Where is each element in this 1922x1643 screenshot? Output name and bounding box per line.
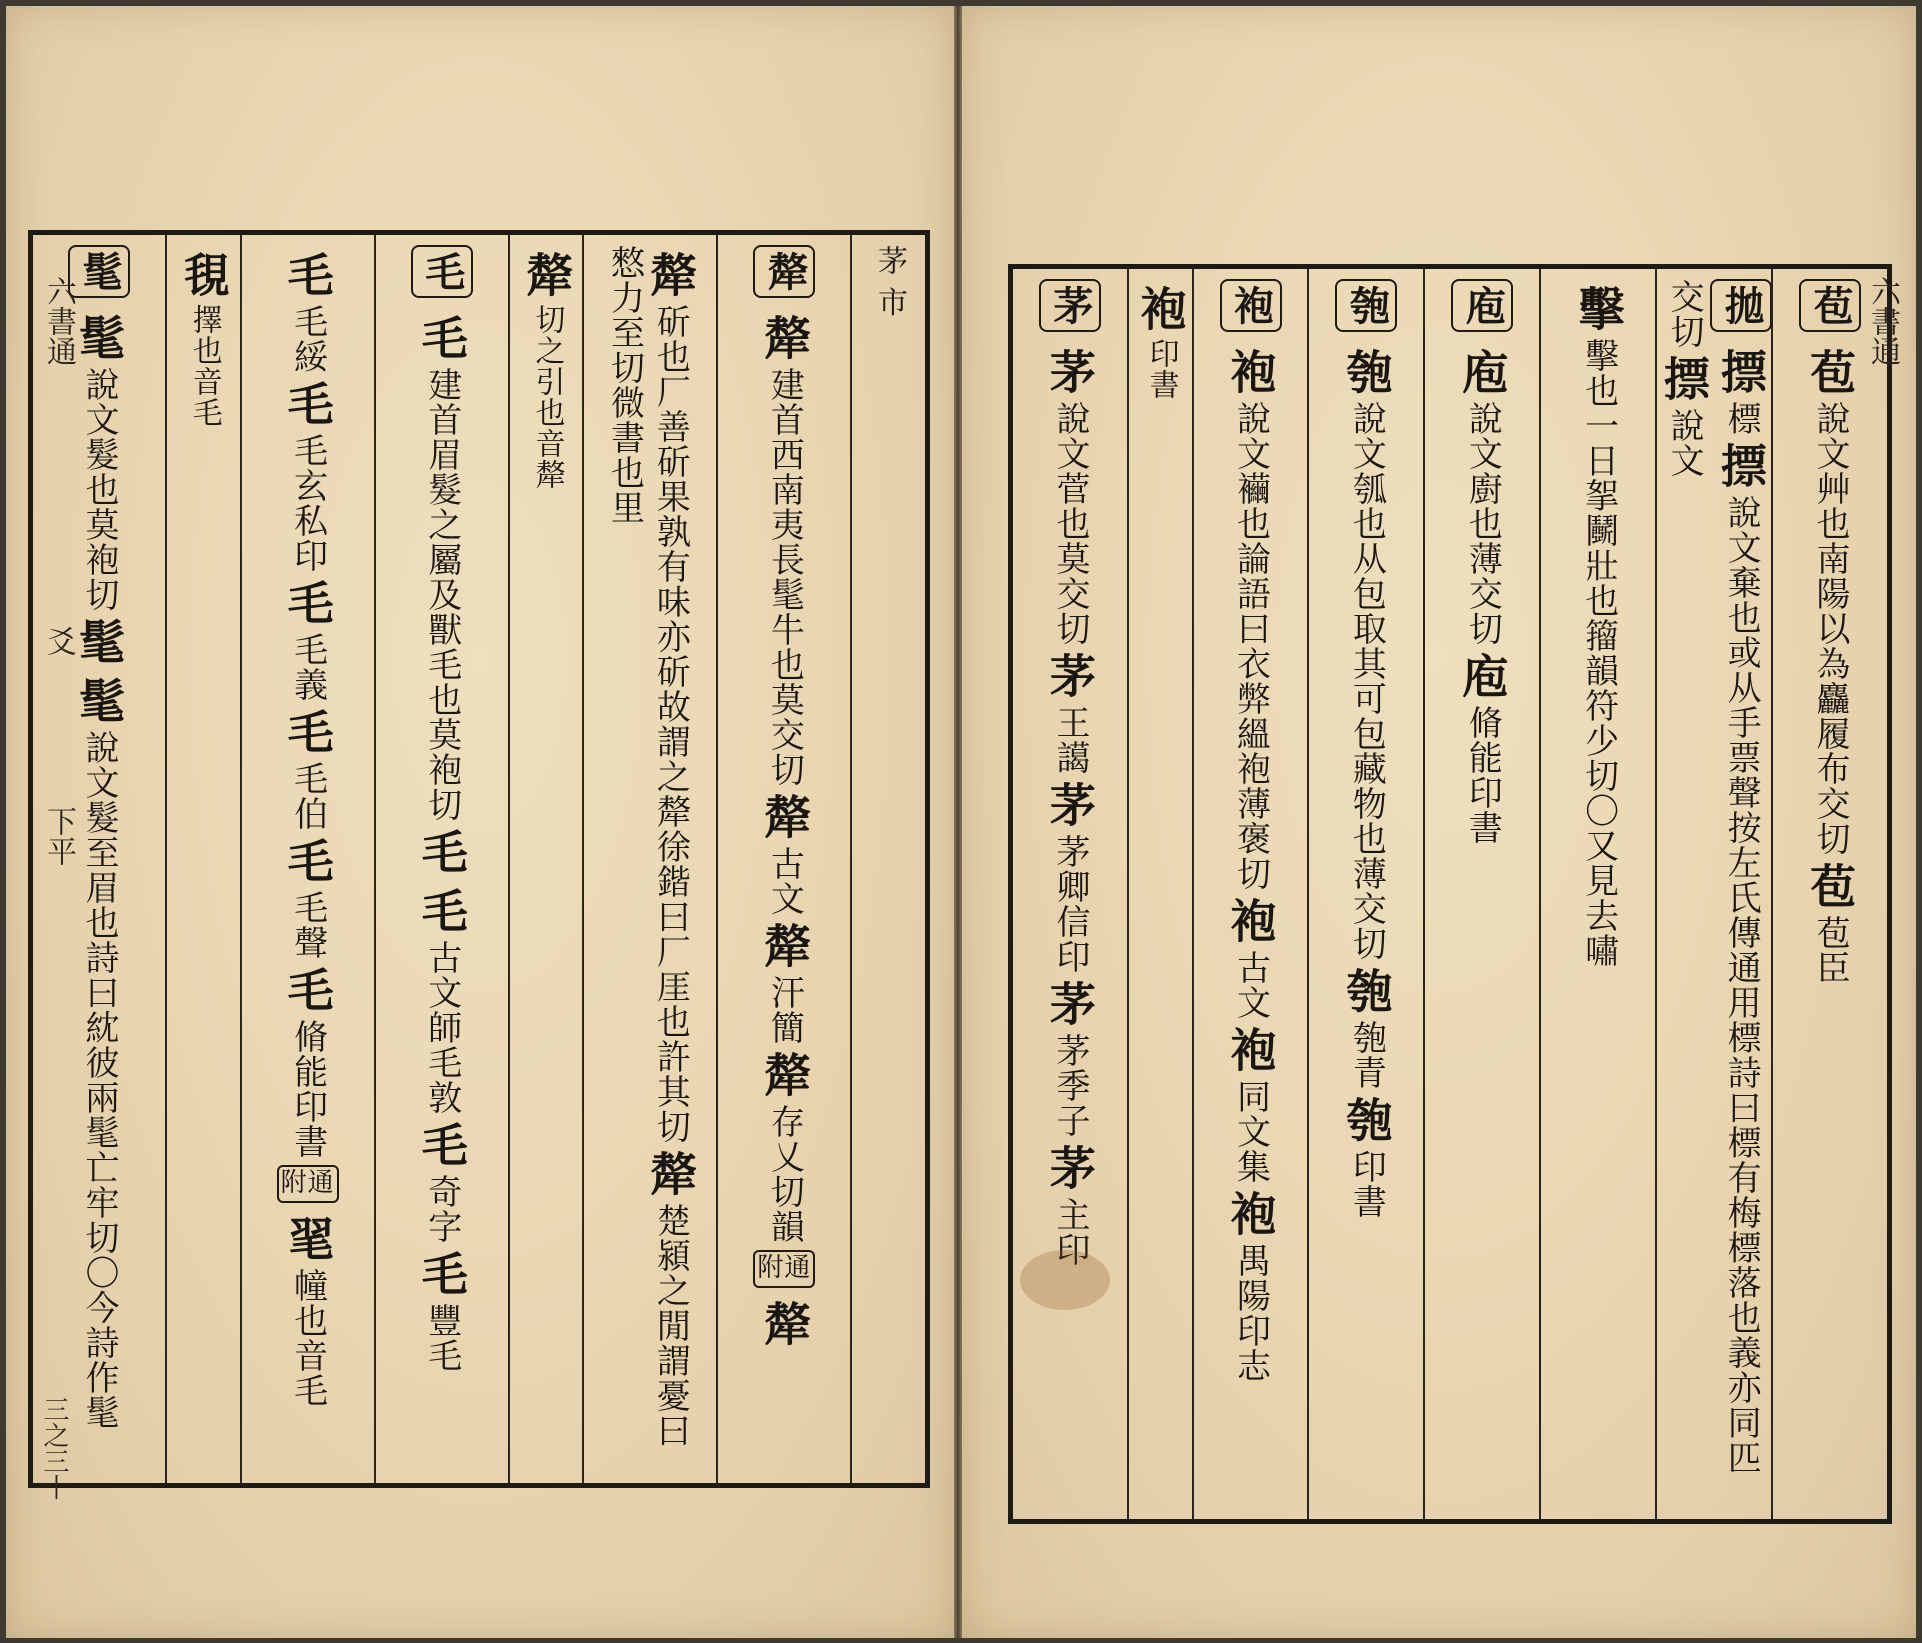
left-margin-rhyme: 爻 bbox=[41, 626, 76, 656]
entry-headword: 犛 bbox=[753, 245, 815, 298]
seal-glyph: 髦 bbox=[72, 618, 127, 665]
annotation-text: 擊也一日挐鬭壯也 bbox=[1578, 338, 1619, 618]
seal-glyph: 茅 bbox=[1042, 348, 1097, 395]
seal-glyph: 毛 bbox=[280, 579, 335, 626]
text-column bbox=[1192, 269, 1308, 1519]
seal-glyph: 犛 bbox=[643, 1150, 698, 1197]
column-body bbox=[1799, 279, 1861, 1509]
text-column bbox=[1013, 269, 1127, 1519]
right-page bbox=[962, 6, 1916, 1638]
annotation-text: 建首眉髮之屬及獸毛也莫袍切 bbox=[421, 367, 462, 822]
annotation-text: 說文棄也或从手票聲按左氏傳通用標詩曰標有梅標落也義亦同匹交切 bbox=[1664, 279, 1762, 1475]
entry-headword: 袍 bbox=[1220, 279, 1282, 332]
text-column bbox=[165, 235, 240, 1483]
column-body bbox=[411, 245, 473, 1473]
annotation-text: 說文襺也論語曰衣弊縕袍薄褒切 bbox=[1230, 401, 1271, 891]
seal-glyph: 髦 bbox=[72, 314, 127, 361]
seal-glyph: 茅 bbox=[1042, 652, 1097, 699]
annotation-text: 引也音犛 bbox=[529, 366, 565, 490]
seal-glyph: 毛 bbox=[280, 966, 335, 1013]
seal-glyph: 毣 bbox=[280, 1214, 335, 1262]
seal-glyph: 毛 bbox=[280, 251, 335, 298]
entry-headword: 苞 bbox=[1799, 279, 1861, 332]
annotation-text: 汗簡 bbox=[764, 975, 805, 1045]
annotation-text: 印書 bbox=[1143, 338, 1179, 400]
seal-glyph: 袍 bbox=[1223, 348, 1278, 395]
seal-glyph: 袍 bbox=[1133, 285, 1188, 332]
left-columns bbox=[33, 235, 925, 1483]
text-column bbox=[716, 235, 850, 1483]
seal-glyph: 摽 bbox=[1714, 348, 1769, 395]
annotation-text: 苞臣 bbox=[1810, 915, 1851, 985]
left-page bbox=[6, 6, 954, 1638]
entry-headword: 匏 bbox=[1335, 279, 1397, 332]
text-column bbox=[1127, 269, 1192, 1519]
right-margin-title: 六書通 bbox=[1865, 276, 1900, 366]
column-body bbox=[753, 245, 815, 1473]
seal-glyph: 犛 bbox=[757, 1051, 812, 1098]
seal-glyph: 犛 bbox=[643, 251, 698, 298]
annotation-text: 擇也音毛 bbox=[186, 304, 222, 428]
column-body bbox=[177, 245, 230, 1473]
annotation-text: 幢也音毛 bbox=[287, 1267, 328, 1408]
annotation-text: 毛義 bbox=[287, 632, 328, 702]
seal-glyph: 髦 bbox=[72, 677, 127, 724]
seal-glyph: 匏 bbox=[1339, 348, 1394, 395]
seal-glyph: 庖 bbox=[1455, 348, 1510, 395]
seal-glyph: 犛 bbox=[757, 1299, 812, 1347]
annotation-text: 楚潁之閒謂憂曰憗力至切 bbox=[604, 245, 691, 1448]
book-gutter bbox=[954, 6, 962, 1638]
left-margin-folio: 三之三十 bbox=[39, 1396, 69, 1500]
annotation-text: 毛玄私印 bbox=[287, 433, 328, 573]
seal-glyph: 苞 bbox=[1803, 348, 1858, 395]
annotation-text: 說文廚也薄交切 bbox=[1462, 401, 1503, 646]
text-column bbox=[508, 235, 583, 1483]
left-text-frame bbox=[28, 230, 930, 1488]
column-body bbox=[1572, 279, 1625, 1509]
seal-glyph: 摽 bbox=[1657, 355, 1712, 402]
seal-glyph: 毛 bbox=[414, 1250, 469, 1297]
annotation-text: 禺陽印志 bbox=[1230, 1243, 1271, 1383]
seal-glyph: 匏 bbox=[1339, 967, 1394, 1014]
text-column bbox=[1539, 269, 1655, 1519]
seal-glyph: 毛 bbox=[280, 837, 335, 884]
seal-glyph: 擊 bbox=[1571, 285, 1626, 332]
annotation-text: 說文瓠也从包取其可包藏物也薄交切 bbox=[1346, 401, 1387, 961]
seal-glyph: 茅 bbox=[1042, 1144, 1097, 1191]
annotation-text: 茅 市 bbox=[871, 245, 907, 318]
fu-tong-marker: 附通 bbox=[277, 1165, 339, 1203]
column-body bbox=[1134, 279, 1187, 1509]
annotation-text: 符少切〇又見去嘯 bbox=[1578, 688, 1619, 968]
seal-glyph: 犛 bbox=[519, 251, 574, 298]
annotation-text: 存乂切韻 bbox=[764, 1104, 805, 1244]
seal-glyph: 袍 bbox=[1223, 1190, 1278, 1237]
seal-glyph: 毛 bbox=[414, 887, 469, 934]
annotation-text: 印書 bbox=[1346, 1149, 1387, 1219]
annotation-text: 茅卿信印 bbox=[1049, 834, 1090, 974]
seal-glyph: 覒 bbox=[176, 251, 231, 298]
text-column bbox=[1423, 269, 1539, 1519]
column-body bbox=[1657, 279, 1771, 1509]
annotation-text: 毛伯 bbox=[287, 761, 328, 831]
right-columns bbox=[1013, 269, 1887, 1519]
annotation-text: 切之 bbox=[529, 304, 565, 366]
column-body bbox=[277, 245, 339, 1473]
annotation-text: 說文 bbox=[1664, 408, 1705, 478]
annotation-text: 古文 bbox=[1230, 950, 1271, 1020]
entry-headword: 髦 bbox=[68, 245, 130, 298]
annotation-text: 王譪 bbox=[1049, 705, 1090, 775]
annotation-text: 毛綏 bbox=[287, 304, 328, 374]
text-column bbox=[850, 235, 925, 1483]
seal-glyph: 袍 bbox=[1223, 1026, 1278, 1073]
column-body bbox=[871, 245, 906, 1473]
column-body bbox=[604, 245, 696, 1473]
seal-glyph: 匏 bbox=[1339, 1096, 1394, 1143]
annotation-text: 匏青 bbox=[1346, 1020, 1387, 1090]
text-column bbox=[582, 235, 716, 1483]
seal-glyph: 庖 bbox=[1455, 652, 1510, 699]
fu-tong-marker: 附通 bbox=[753, 1250, 815, 1288]
annotation-text: 標 bbox=[1721, 401, 1762, 436]
column-body bbox=[1335, 279, 1397, 1509]
entry-headword: 毛 bbox=[411, 245, 473, 298]
seal-glyph: 苞 bbox=[1803, 862, 1858, 909]
column-body bbox=[520, 245, 573, 1473]
annotation-text: 斫也厂善斫果孰有味亦斫故謂之犛徐鍇曰厂厓也許其切 bbox=[650, 304, 691, 1144]
annotation-text: 建首西南夷長髦牛也莫交切 bbox=[764, 367, 805, 787]
paper-stain bbox=[1020, 1250, 1110, 1310]
column-body bbox=[1220, 279, 1282, 1509]
right-text-frame bbox=[1008, 264, 1892, 1524]
seal-glyph: 犛 bbox=[757, 314, 812, 361]
annotation-text: 說文髮也莫袍切 bbox=[79, 367, 120, 612]
seal-glyph: 毛 bbox=[280, 380, 335, 427]
annotation-text: 奇字 bbox=[421, 1174, 462, 1244]
entry-headword: 茅 bbox=[1039, 279, 1101, 332]
annotation-text: 脩能印書 bbox=[287, 1019, 328, 1159]
seal-glyph: 袍 bbox=[1223, 897, 1278, 944]
annotation-text: 脩能印書 bbox=[1462, 705, 1503, 845]
annotation-text: 主印 bbox=[1049, 1197, 1090, 1267]
annotation-text: 說文菅也莫交切 bbox=[1049, 401, 1090, 646]
seal-glyph: 茅 bbox=[1042, 980, 1097, 1027]
annotation-text: 古文 bbox=[764, 846, 805, 916]
text-column bbox=[1307, 269, 1423, 1519]
seal-glyph: 毛 bbox=[414, 828, 469, 875]
seal-glyph: 茅 bbox=[1042, 781, 1097, 828]
text-column bbox=[240, 235, 374, 1483]
left-margin-title: 六書通 bbox=[41, 276, 76, 366]
column-body bbox=[1039, 279, 1101, 1509]
seal-glyph: 毛 bbox=[414, 314, 469, 361]
text-column bbox=[1655, 269, 1771, 1519]
entry-headword: 庖 bbox=[1451, 279, 1513, 332]
annotation-text: 古文師毛敦 bbox=[421, 940, 462, 1115]
annotation-text: 茅季子 bbox=[1049, 1033, 1090, 1138]
text-column bbox=[1771, 269, 1887, 1519]
seal-glyph: 犛 bbox=[757, 793, 812, 840]
annotation-text: 說文艸也南陽以為麤履布交切 bbox=[1810, 401, 1851, 856]
seal-glyph: 犛 bbox=[757, 922, 812, 969]
text-column bbox=[374, 235, 508, 1483]
annotation-text: 毛聲 bbox=[287, 890, 328, 960]
annotation-text: 同文集 bbox=[1230, 1079, 1271, 1184]
seal-glyph: 摽 bbox=[1714, 442, 1769, 489]
annotation-text: 微書也里 bbox=[604, 385, 645, 525]
seal-glyph: 毛 bbox=[280, 708, 335, 755]
entry-headword: 拋 bbox=[1710, 279, 1771, 332]
column-body bbox=[1451, 279, 1513, 1509]
annotation-text: 籀韻 bbox=[1578, 618, 1619, 688]
left-margin-tone: 下平 bbox=[41, 806, 76, 866]
annotation-text: 豐毛 bbox=[421, 1303, 462, 1373]
seal-glyph: 毛 bbox=[414, 1121, 469, 1168]
annotation-text: 說文髮至眉也詩曰紞彼兩髦亡牢切〇今詩作髦 bbox=[79, 730, 120, 1430]
